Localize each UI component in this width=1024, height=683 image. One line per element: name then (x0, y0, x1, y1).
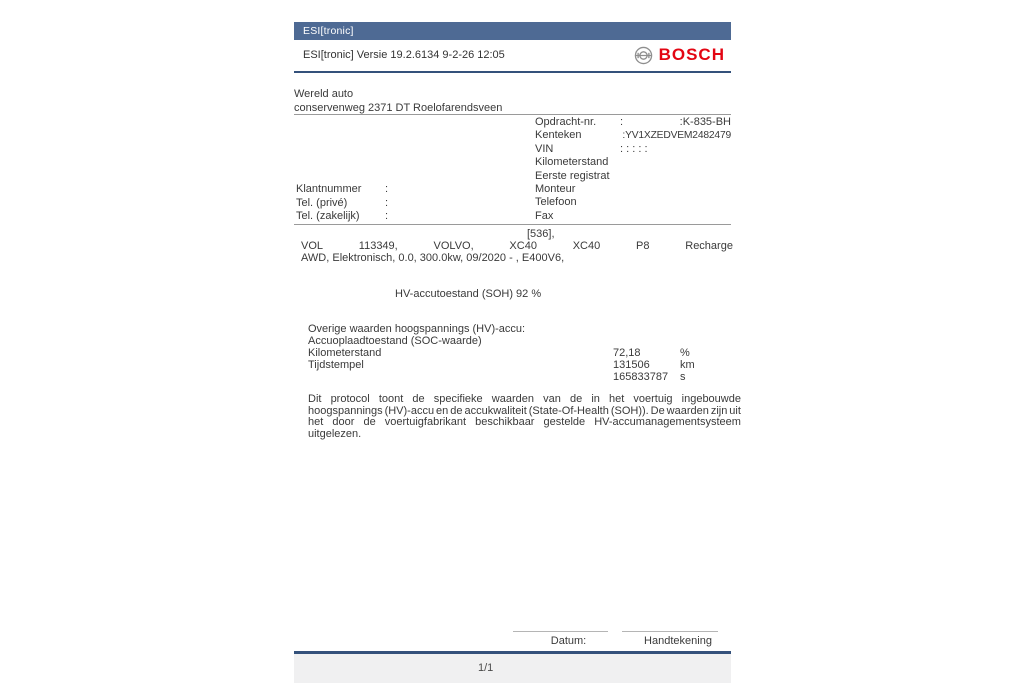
report-page (294, 0, 741, 683)
page-footer (294, 654, 731, 683)
title-bar (294, 22, 731, 40)
bosch-emblem-icon (634, 46, 653, 65)
seconds-row: 165833787 s (613, 370, 686, 383)
phone-label: Telefoon (535, 196, 577, 209)
fax-label: Fax (535, 209, 554, 222)
customer-divider (294, 224, 731, 225)
page-number: 1/1 (478, 662, 494, 674)
odometer-row-label: Kilometerstand (535, 156, 609, 169)
vehicle-line-2: AWD, Elektronisch, 0.0, 300.0kw, 09/2020 - , E400V6, (301, 252, 565, 264)
order-row-value: : :K-835-BH (620, 116, 731, 128)
signature-field (622, 631, 718, 647)
soc-row: Accuoplaadtoestand (SOC-waarde) (308, 334, 482, 347)
plate-row (535, 129, 731, 142)
vehicle-type-code: [536], (527, 228, 555, 240)
hv-values-heading: Overige waarden hoogspannings (HV)-accu: (308, 323, 526, 335)
hv-values-section (308, 324, 708, 383)
disclaimer-line: hoogspannings (HV)-accu en de accukwaliteit (State-Of-Health (SOH)). De waarden zijn uit (308, 404, 741, 417)
vin-row-value: : : : : : (620, 142, 648, 155)
order-row-label: Opdracht-nr. (535, 116, 597, 128)
vin-row-label: VIN (535, 142, 554, 155)
garage-street: conservenweg 2371 DT Roelofarendsveen (294, 101, 503, 114)
date-signature-field (513, 631, 608, 647)
bosch-logo (634, 45, 725, 65)
order-info-column (535, 116, 731, 223)
phone-business-row (296, 210, 406, 224)
mechanic-row (535, 183, 731, 196)
timestamp-row: Tijdstempel 131506 km (308, 358, 695, 371)
vehicle-line-1: VOL 113349, VOLVO, XC40 XC40 P8 Recharge (301, 240, 733, 252)
customer-number-label: Klantnummer (296, 183, 362, 195)
header-divider (294, 71, 731, 73)
plate-row-label: Kenteken (535, 129, 582, 142)
phone-private-colon: : (385, 196, 389, 209)
soh-result-line: HV-accutoestand (SOH) 92 % (395, 288, 542, 300)
order-row (535, 116, 731, 129)
bosch-wordmark: BOSCH (658, 45, 725, 64)
fax-row (535, 210, 731, 223)
garage-name: Wereld auto (294, 88, 354, 100)
date-label: Datum: (550, 635, 587, 647)
first-registration-label: Eerste registrat (535, 169, 610, 182)
address-divider (294, 114, 731, 115)
mechanic-label: Monteur (535, 182, 576, 195)
garage-address (294, 88, 502, 115)
disclaimer-paragraph (308, 394, 741, 440)
phone-business-colon: : (385, 210, 389, 222)
version-text: ESI[tronic] Versie 19.2.6134 9-2-26 12:05 (303, 49, 505, 61)
first-registration-row (535, 170, 731, 183)
phone-row (535, 196, 731, 209)
phone-business-label: Tel. (zakelijk) (296, 210, 360, 222)
disclaimer-line: het door de voertuigfabrikant beschikbaar gestelde HV-accumanagementsysteem (308, 416, 741, 429)
customer-info-column (296, 183, 406, 224)
disclaimer-line: Dit protocol toont de specifieke waarden van de in het voertuig ingebouwde (308, 393, 741, 405)
plate-row-value: :YV1XZEDVEM2482479 (622, 130, 731, 142)
title-bar-label: ESI[tronic] (303, 25, 354, 37)
disclaimer-line: uitgelezen. (308, 427, 362, 440)
version-row (294, 41, 731, 71)
phone-private-label: Tel. (privé) (296, 196, 348, 209)
phone-private-row (296, 197, 406, 211)
odometer-row (535, 156, 731, 169)
mileage-row: Kilometerstand 72,18 % (308, 346, 690, 359)
customer-number-row (296, 183, 406, 197)
signature-label: Handtekening (644, 635, 712, 647)
customer-number-colon: : (385, 183, 389, 195)
vin-row (535, 143, 731, 156)
